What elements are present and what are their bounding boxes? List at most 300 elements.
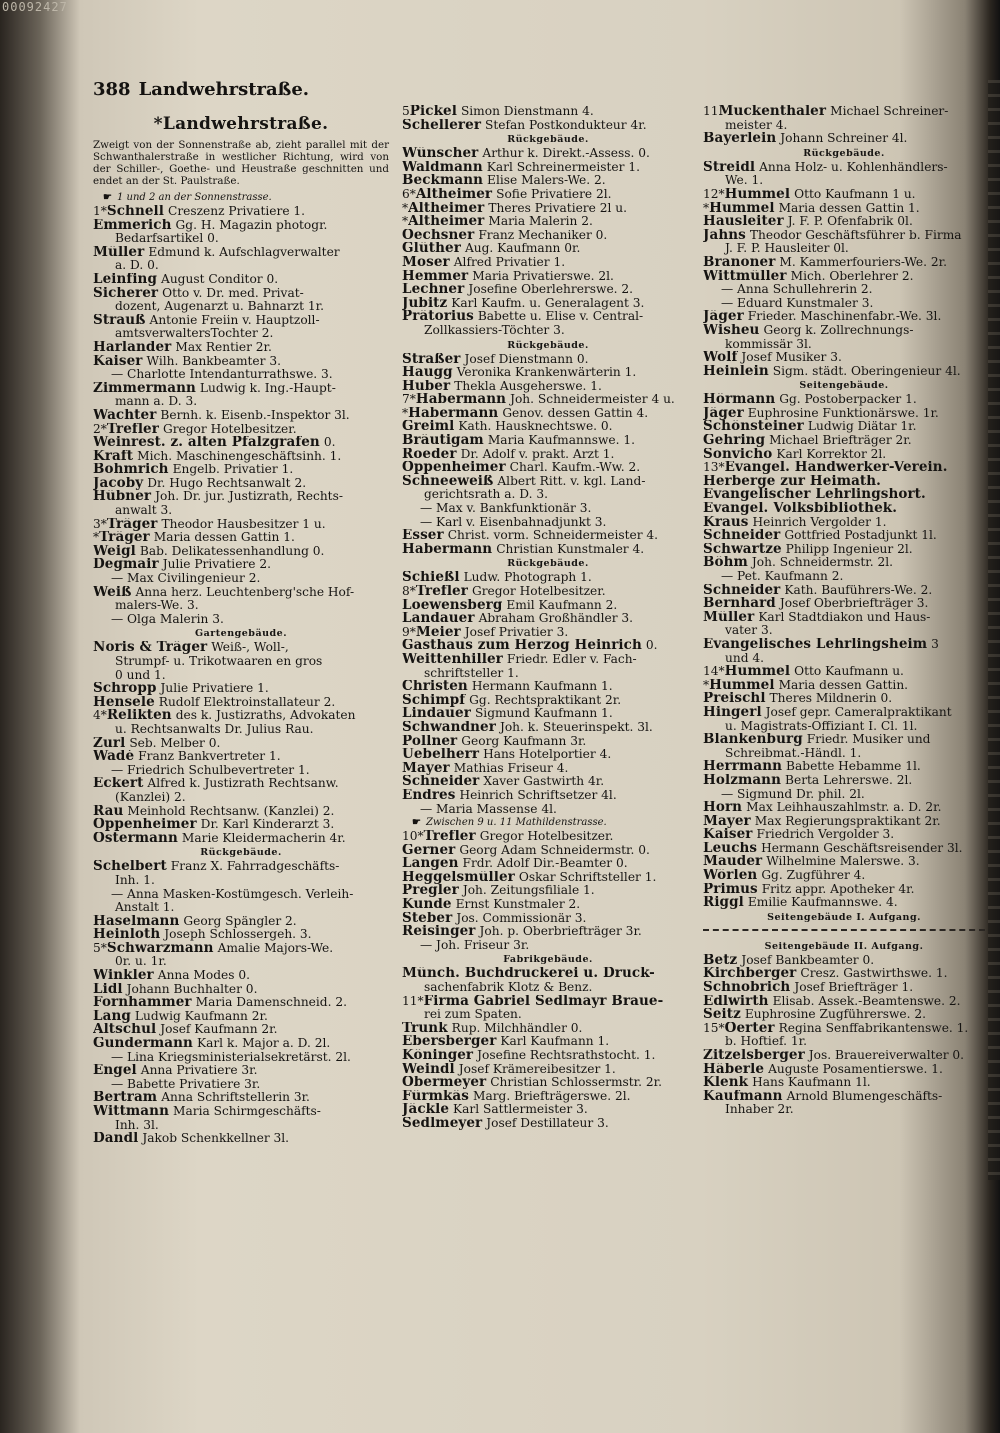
section-heading: Rückgebäude. xyxy=(507,339,589,351)
resident-entry xyxy=(402,857,694,871)
resident-name: Ostermann xyxy=(93,831,178,846)
resident-details: Georg Spängler 2. xyxy=(183,914,297,928)
resident-details: Mich. Oberlehrer 2. xyxy=(790,269,914,283)
section-heading: Gartengebäude. xyxy=(195,628,287,640)
resident-name: Wittmüller xyxy=(703,269,787,284)
resident-name: Häberle xyxy=(703,1062,765,1077)
household-member: — Pet. Kaufmann 2. xyxy=(721,570,844,583)
resident-details: Emilie Kaufmannswe. 4. xyxy=(747,896,898,910)
resident-name: Fürmkäs xyxy=(402,1089,469,1104)
column-2 xyxy=(402,105,694,1131)
entry-continuation: b. Hoftief. 1r. xyxy=(725,1035,807,1049)
resident-name: Beckmann xyxy=(402,174,484,188)
resident-entry xyxy=(703,202,985,216)
resident-name: Strauß xyxy=(93,313,146,328)
resident-name: Kaiser xyxy=(703,828,753,842)
resident-name: Lang xyxy=(93,1009,131,1024)
page-number: 388 xyxy=(93,79,131,100)
resident-entry xyxy=(402,735,694,749)
resident-entry xyxy=(703,351,985,365)
resident-name: Hingerl xyxy=(703,705,762,720)
resident-details: Heinrich Vergolder 1. xyxy=(752,515,887,529)
house-number: * xyxy=(93,531,100,545)
resident-name: Muckenthaler xyxy=(718,105,827,119)
resident-name: Schimpf xyxy=(402,693,466,708)
house-number: 14* xyxy=(703,665,725,679)
resident-details: Elise Malers-We. 2. xyxy=(487,174,606,188)
resident-details: Frieder. Maschinenfabr.-We. 3l. xyxy=(747,310,942,324)
resident-name: Altschul xyxy=(93,1023,157,1038)
resident-entry xyxy=(93,942,389,956)
resident-details: Josef Dienstmann 0. xyxy=(464,352,589,366)
entry-continuation: 0 und 1. xyxy=(115,668,166,682)
resident-name: Kraft xyxy=(93,449,134,464)
resident-name: Heinlein xyxy=(703,364,769,379)
resident-name: Herrmann xyxy=(703,760,783,774)
resident-details: Franz X. Fahrradgeschäfts- xyxy=(170,860,340,874)
resident-name: Träger xyxy=(106,517,158,532)
page-header xyxy=(93,79,309,100)
resident-details: Johann Buchhalter 0. xyxy=(126,982,258,996)
resident-name: Holzmann xyxy=(703,773,782,788)
resident-details: Otto Kaufmann 1 u. xyxy=(794,187,916,201)
resident-entry xyxy=(402,147,694,161)
section-heading: Rückgebäude. xyxy=(803,147,885,159)
resident-details: Gregor Hotelbesitzer. xyxy=(162,422,297,436)
resident-name: Bernhard xyxy=(703,597,776,611)
resident-entry xyxy=(93,750,389,764)
house-number: 2* xyxy=(93,422,107,436)
resident-name: Emmerich xyxy=(93,218,172,233)
resident-name: Münch. Buchdruckerei u. Druck- xyxy=(402,967,655,982)
resident-details: Otto v. Dr. med. Privat- xyxy=(162,286,304,300)
resident-entry xyxy=(93,1132,389,1146)
resident-name: Oppenheimer xyxy=(402,461,506,475)
household-member: — Maria Massense 4l. xyxy=(420,802,557,816)
resident-details: Babette u. Elise v. Central- xyxy=(477,310,644,324)
resident-entry xyxy=(402,898,694,912)
resident-name: Greiml xyxy=(402,420,455,435)
resident-name: Weittenhiller xyxy=(402,652,503,667)
resident-entry xyxy=(402,475,694,489)
section-heading: Fabrikgebäude. xyxy=(503,954,593,966)
resident-name: Köninger xyxy=(402,1049,474,1063)
resident-details: Rudolf Elektroinstallateur 2. xyxy=(158,695,336,709)
resident-entry xyxy=(703,310,985,324)
resident-entry xyxy=(402,967,694,981)
resident-name: Schönsteiner xyxy=(703,420,804,435)
resident-details: Regina Senffabrikantenswe. 1. xyxy=(778,1021,969,1035)
resident-entry xyxy=(402,1049,694,1063)
resident-details: Joh. Schneidermeister 4 u. xyxy=(510,393,675,407)
resident-details: Friedrich Vergolder 3. xyxy=(756,828,895,842)
resident-name: Müller xyxy=(703,610,755,625)
page-edge xyxy=(988,80,1000,1180)
resident-entry xyxy=(703,529,985,543)
resident-name: Wachter xyxy=(93,408,157,423)
resident-entry xyxy=(402,297,694,311)
resident-entry xyxy=(703,1076,985,1090)
house-number: 1* xyxy=(93,205,107,218)
resident-details: Josef Oberbriefträger 3. xyxy=(779,597,929,611)
resident-entry xyxy=(703,1008,985,1022)
resident-entry xyxy=(402,353,694,367)
resident-entry xyxy=(402,912,694,926)
resident-details: Karl Kaufm. u. Generalagent 3. xyxy=(451,296,645,310)
resident-details: Anna Holz- u. Kohlenhändlers- xyxy=(759,160,948,174)
entry-continuation: sachenfabrik Klotz & Benz. xyxy=(424,981,593,995)
resident-details: Maria Privatierswe. 2l. xyxy=(472,269,614,283)
resident-entry xyxy=(703,543,985,557)
resident-entry xyxy=(402,995,694,1009)
resident-details: Abraham Großhändler 3. xyxy=(478,612,634,626)
resident-details: Marg. Briefträgerswe. 2l. xyxy=(472,1089,631,1103)
resident-entry xyxy=(402,242,694,256)
resident-details: Georg Adam Schneidermstr. 0. xyxy=(459,843,650,857)
resident-entry xyxy=(93,518,389,532)
entry-continuation: malers-We. 3. xyxy=(115,599,199,613)
household-member: — Anna Masken-Kostümgesch. Verleih- xyxy=(111,887,354,901)
household-member: — Olga Malerin 3. xyxy=(111,612,224,626)
resident-name: Habermann xyxy=(402,542,493,557)
resident-entry xyxy=(402,202,694,216)
resident-name: Christen xyxy=(402,680,468,694)
house-number: * xyxy=(402,406,409,420)
resident-name: Schneider xyxy=(703,583,781,598)
resident-name: Edlwirth xyxy=(703,994,769,1009)
entry-continuation: Inh. 3l. xyxy=(115,1118,159,1132)
resident-name: Loewensberg xyxy=(402,598,503,613)
resident-name: Endres xyxy=(402,788,456,803)
resident-entry xyxy=(703,855,985,869)
entry-continuation: meister 4. xyxy=(725,118,788,132)
resident-name: Branoner xyxy=(703,255,776,270)
resident-entry xyxy=(402,762,694,776)
resident-details: Jos. Commissionär 3. xyxy=(456,911,587,925)
resident-name: Wünscher xyxy=(402,147,479,161)
entry-continuation: vater 3. xyxy=(725,624,773,638)
resident-entry xyxy=(402,174,694,188)
resident-details: Ludw. Photograph 1. xyxy=(463,571,592,585)
resident-entry xyxy=(703,448,985,462)
resident-entry xyxy=(703,842,985,856)
house-number: * xyxy=(402,215,409,229)
section-heading: Rückgebäude. xyxy=(507,558,589,570)
resident-details: Sigmund Kaufmann 1. xyxy=(474,707,613,721)
resident-entry xyxy=(93,682,389,696)
resident-entry xyxy=(402,229,694,243)
resident-details: Meinhold Rechtsanw. (Kanzlei) 2. xyxy=(127,804,335,818)
resident-details: Arnold Blumengeschäfts- xyxy=(786,1089,943,1103)
resident-name: Mayer xyxy=(402,761,450,776)
resident-name: Fornhammer xyxy=(93,996,192,1010)
resident-entry xyxy=(703,188,985,202)
resident-details: Genov. dessen Gattin 4. xyxy=(502,406,649,420)
resident-details: Antonie Freiin v. Hauptzoll- xyxy=(149,313,320,327)
resident-entry xyxy=(703,324,985,338)
resident-entry xyxy=(402,585,694,599)
resident-entry xyxy=(703,995,985,1009)
resident-name: Hübner xyxy=(93,490,152,505)
resident-name: Böhm xyxy=(703,556,748,570)
house-number: 15* xyxy=(703,1021,725,1035)
resident-name: Kaufmann xyxy=(703,1089,783,1104)
resident-details: Karl k. Major a. D. 2l. xyxy=(196,1037,331,1051)
resident-details: Mich. Maschinengeschäftsinh. 1. xyxy=(137,449,342,463)
resident-entry xyxy=(703,461,985,475)
entry-continuation: und 4. xyxy=(725,651,765,665)
resident-name: Jäckle xyxy=(402,1103,450,1117)
resident-entry xyxy=(703,733,985,747)
resident-details: Jakob Schenkkellner 3l. xyxy=(142,1132,290,1146)
resident-details: Edmund k. Aufschlagverwalter xyxy=(148,245,340,259)
resident-details: Gottfried Postadjunkt 1l. xyxy=(784,529,937,543)
resident-details: Stefan Postkondukteur 4r. xyxy=(485,118,647,132)
resident-name: Wadé xyxy=(93,750,135,764)
resident-details: Anna herz. Leuchtenberg'sche Hof- xyxy=(135,585,355,599)
resident-entry xyxy=(703,132,985,146)
resident-name: Kraus xyxy=(703,515,749,530)
resident-name: Haselmann xyxy=(93,914,180,929)
resident-details: Josef Bankbeamter 0. xyxy=(741,953,875,967)
resident-entry xyxy=(703,828,985,842)
resident-entry xyxy=(703,706,985,720)
resident-details: Dr. Karl Kinderarzt 3. xyxy=(200,818,335,832)
household-member: — Anna Schullehrerin 2. xyxy=(721,283,873,297)
resident-details: Elisab. Assek.-Beamtenswe. 2. xyxy=(772,994,961,1008)
resident-entry xyxy=(703,1063,985,1077)
resident-entry xyxy=(703,584,985,598)
section-heading: Rückgebäude. xyxy=(200,847,282,859)
resident-entry xyxy=(93,246,389,260)
resident-name: Winkler xyxy=(93,969,154,983)
resident-name: Träger xyxy=(99,531,150,545)
resident-entry xyxy=(703,611,985,625)
resident-name: Hummel xyxy=(724,187,791,202)
entry-continuation: Anstalt 1. xyxy=(115,901,175,915)
resident-name: Seitz xyxy=(703,1008,741,1022)
resident-details: Amalie Majors-We. xyxy=(217,941,334,955)
resident-entry xyxy=(93,219,389,233)
resident-details: Julie Privatiere 1. xyxy=(160,682,269,696)
resident-details: Berta Lehrerswe. 2l. xyxy=(785,773,913,787)
resident-name: Lechner xyxy=(402,283,465,297)
resident-details: Ludwig Diätar 1r. xyxy=(807,420,917,434)
resident-details: des k. Justizraths, Advokaten xyxy=(175,709,356,723)
resident-details: Hermann Kaufmann 1. xyxy=(471,680,613,694)
resident-entry xyxy=(93,818,389,832)
entry-continuation: gerichtsrath a. D. 3. xyxy=(424,488,549,502)
resident-entry xyxy=(402,283,694,297)
resident-details: Simon Dienstmann 4. xyxy=(460,105,594,118)
resident-name: Heinloth xyxy=(93,928,161,942)
resident-details: Joh. Schneidermstr. 2l. xyxy=(751,556,894,570)
resident-entry xyxy=(402,215,694,229)
household-member: — Babette Privatiere 3r. xyxy=(111,1077,261,1091)
resident-entry xyxy=(703,270,985,284)
resident-details: Gg. H. Magazin photogr. xyxy=(175,218,328,232)
resident-entry xyxy=(703,692,985,706)
resident-name: Mayer xyxy=(703,814,751,829)
resident-entry xyxy=(93,860,389,874)
resident-name: Schelbert xyxy=(93,860,167,874)
resident-name: Leuchs xyxy=(703,841,758,856)
running-head: Landwehrstraße. xyxy=(138,79,310,100)
resident-name: Rau xyxy=(93,804,124,819)
resident-entry xyxy=(703,665,985,679)
resident-details: Ludwig k. Ing.-Haupt- xyxy=(199,381,336,395)
resident-name: Sedlmeyer xyxy=(402,1116,483,1131)
resident-details: Jos. Brauereiverwalter 0. xyxy=(808,1049,965,1062)
resident-details: Michael Schreiner- xyxy=(830,105,949,118)
resident-entry xyxy=(703,215,985,229)
resident-name: Trefler xyxy=(415,585,468,599)
resident-entry xyxy=(402,1035,694,1049)
resident-details: Christian Kunstmaler 4. xyxy=(496,542,645,556)
resident-details: Babette Hebamme 1l. xyxy=(786,760,921,774)
resident-entry xyxy=(402,270,694,284)
resident-name: Engel xyxy=(93,1064,137,1078)
resident-details: Josef gepr. Cameralpraktikant xyxy=(765,705,952,719)
resident-name: Ebersberger xyxy=(402,1035,497,1049)
resident-details: Arthur k. Direkt.-Assess. 0. xyxy=(482,147,650,161)
resident-entry xyxy=(93,1010,389,1024)
resident-entry xyxy=(402,775,694,789)
resident-details: Theodor Hausbesitzer 1 u. xyxy=(161,517,326,531)
resident-details: Euphrosine Zugführerswe. 2. xyxy=(744,1008,926,1022)
resident-entry xyxy=(703,229,985,243)
resident-details: Dr. Adolf v. prakt. Arzt 1. xyxy=(460,447,615,461)
resident-details: Josef Krämereibesitzer 1. xyxy=(458,1062,616,1076)
resident-name: Schwartze xyxy=(703,542,782,557)
column-3 xyxy=(703,105,985,1117)
resident-details: Max Leihhauszahlmstr. a. D. 2r. xyxy=(746,801,942,815)
resident-details: Kath. Hausknechtswe. 0. xyxy=(458,420,613,434)
resident-name: Kaiser xyxy=(93,354,143,369)
resident-entry xyxy=(703,981,985,995)
resident-details: August Conditor 0. xyxy=(161,272,279,286)
resident-details: Julie Privatiere 2. xyxy=(162,558,271,572)
resident-name: Jahns xyxy=(703,228,746,243)
resident-entry xyxy=(402,721,694,735)
resident-name: Schwarzmann xyxy=(106,941,214,956)
resident-name: Mauder xyxy=(703,855,763,870)
resident-details: Alfred k. Justizrath Rechtsanw. xyxy=(147,777,339,791)
entry-continuation: Inh. 1. xyxy=(115,873,155,887)
resident-entry xyxy=(402,543,694,557)
resident-name: Gerner xyxy=(402,843,456,858)
resident-entry xyxy=(93,1105,389,1119)
resident-name: Harlander xyxy=(93,340,172,355)
resident-name: Trefler xyxy=(106,422,159,437)
resident-entry xyxy=(93,737,389,751)
entry-continuation: (Kanzlei) 2. xyxy=(115,790,186,804)
column-1 xyxy=(93,113,389,1146)
resident-entry xyxy=(93,314,389,328)
resident-entry xyxy=(402,871,694,885)
resident-entry xyxy=(93,1064,389,1078)
resident-entry xyxy=(93,382,389,396)
resident-name: Evangelisches Lehrlingsheim xyxy=(703,637,928,652)
resident-details: Thekla Ausgeherswe. 1. xyxy=(454,379,602,393)
resident-details: Fritz appr. Apotheker 4r. xyxy=(761,882,915,896)
resident-entry xyxy=(703,502,985,516)
resident-name: Firma Gabriel Sedlmayr Braue- xyxy=(423,994,664,1009)
resident-entry xyxy=(93,409,389,423)
resident-name: Roeder xyxy=(402,447,457,462)
resident-details: Josef Privatier 3. xyxy=(464,625,569,639)
resident-entry xyxy=(93,545,389,559)
resident-name: Lindauer xyxy=(402,707,471,721)
house-number: 8* xyxy=(402,585,416,598)
resident-details: Karl Schreinermeister 1. xyxy=(486,160,640,174)
resident-name: Zurl xyxy=(93,736,126,751)
resident-name: Klenk xyxy=(703,1076,749,1090)
resident-details: Maria dessen Gattin 1. xyxy=(153,531,295,545)
resident-details: Maria dessen Gattin. xyxy=(778,678,909,692)
resident-details: Cresz. Gastwirthswe. 1. xyxy=(800,967,948,981)
resident-details: Christian Schlossermstr. 2r. xyxy=(490,1076,663,1090)
resident-entry xyxy=(93,805,389,819)
resident-name: Müller xyxy=(93,245,145,260)
resident-entry xyxy=(93,205,389,219)
resident-name: Schießl xyxy=(402,571,460,585)
household-member: — Eduard Kunstmaler 3. xyxy=(721,296,874,310)
resident-entry xyxy=(402,256,694,270)
resident-entry xyxy=(402,529,694,543)
house-number: 10* xyxy=(402,830,424,844)
resident-details: Johann Schreiner 4l. xyxy=(780,132,908,146)
resident-details: Oskar Schriftsteller 1. xyxy=(518,870,657,884)
resident-details: Kath. Bauführers-We. 2. xyxy=(784,583,933,597)
resident-name: Wörlen xyxy=(703,869,758,883)
house-number: * xyxy=(402,201,409,215)
street-description: Zweigt von der Sonnenstraße ab, zieht parallel mit der Schwanthalerstraße in westlicher Richtung, wird von der Schiller-, Goethe- und Heustraße geschnitten und endet an der St. Paulstraße. xyxy=(93,139,389,187)
house-number: 12* xyxy=(703,187,725,201)
resident-entry xyxy=(402,639,694,653)
resident-name: Bertram xyxy=(93,1091,158,1105)
resident-name: Schneider xyxy=(402,775,480,789)
entry-continuation: J. F. P. Hausleiter 0l. xyxy=(725,242,849,256)
house-number: * xyxy=(703,678,710,692)
resident-entry xyxy=(93,1037,389,1051)
resident-details: Veronika Krankenwärterin 1. xyxy=(456,366,637,380)
resident-entry xyxy=(93,777,389,791)
resident-name: Bräutigam xyxy=(402,434,484,448)
resident-details: Marie Kleidermacherin 4r. xyxy=(181,831,346,845)
pointing-hand-icon: ☛ xyxy=(103,192,112,203)
resident-details: Joh. p. Oberbriefträger 3r. xyxy=(479,925,642,939)
resident-details: Friedr. Musiker und xyxy=(806,733,931,747)
resident-entry xyxy=(402,161,694,175)
resident-details: Theodor Geschäftsführer b. Firma xyxy=(749,228,962,242)
resident-details: Gregor Hotelbesitzer. xyxy=(479,830,614,844)
resident-entry xyxy=(703,256,985,270)
resident-name: Pickel xyxy=(409,105,457,119)
resident-entry xyxy=(402,1063,694,1077)
resident-name: Gehring xyxy=(703,434,766,448)
household-member: — Karl v. Eisenbahnadjunkt 3. xyxy=(420,515,607,529)
resident-name: Sicherer xyxy=(93,286,159,301)
resident-details: Franz Mechaniker 0. xyxy=(478,228,608,242)
resident-name: Schneeweiß xyxy=(402,474,494,489)
resident-entry xyxy=(402,571,694,585)
resident-entry xyxy=(93,1023,389,1037)
resident-entry xyxy=(93,915,389,929)
resident-entry xyxy=(402,680,694,694)
resident-details: Heinrich Schriftsetzer 4l. xyxy=(459,788,617,802)
resident-name: Weiß xyxy=(93,585,132,600)
